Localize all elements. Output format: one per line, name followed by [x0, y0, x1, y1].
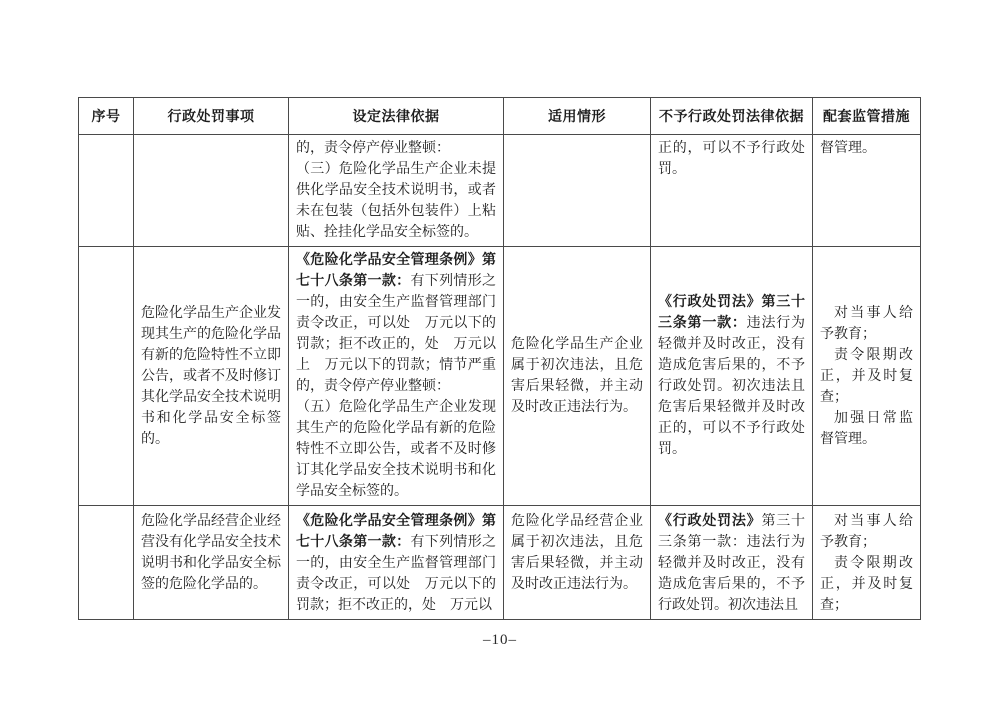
cell-text: 对当事人给予教育； — [820, 514, 913, 550]
cell-text: 有下列情形之一的，由安全生产监督管理部门责令改正，可以处 万元以下的罚款；拒不改正的，处 万元以上 万元以下的罚款；情节严重的，责令停产停业整顿： — [296, 274, 497, 394]
table-cell — [813, 506, 921, 620]
table-row — [79, 247, 921, 506]
cell-text: 正的，可以不予行政处罚。 — [658, 141, 805, 177]
table-cell — [813, 135, 921, 247]
page-number: –10– — [483, 632, 517, 648]
cell-paragraph — [141, 511, 281, 595]
header-serial-number: 序号 — [79, 98, 134, 135]
table-cell — [813, 247, 921, 506]
cell-paragraph — [296, 138, 496, 159]
cell-paragraph — [820, 138, 913, 159]
table-cell — [289, 506, 504, 620]
header-legal-basis: 设定法律依据 — [289, 98, 504, 135]
cell-paragraph — [820, 408, 913, 450]
table-cell — [79, 135, 134, 247]
penalty-table — [78, 97, 921, 620]
table-cell — [504, 247, 651, 506]
table-row — [79, 506, 921, 620]
header-supporting-measures: 配套监管措施 — [813, 98, 921, 135]
table-cell — [504, 506, 651, 620]
table-cell — [79, 247, 134, 506]
cell-paragraph — [820, 345, 913, 408]
cell-text: 第三十三条第一款：违法行为轻微并及时改正，没有造成危害后果的，不予行政处罚。初次违法且 — [658, 514, 806, 613]
table-cell — [651, 135, 813, 247]
cell-text: 违法行为轻微并及时改正，没有造成危害后果的，不予行政处罚。初次违法且危害后果轻微并及时改正的，可以不予行政处罚。 — [658, 316, 806, 457]
cell-text: （五）危险化学品生产企业发现其生产的危险化学品有新的危险特性不立即公告，或者不及时修订其化学品安全技术说明书和化学品安全标签的。 — [296, 400, 496, 499]
cell-text: 责令限期改正，并及时复查； — [820, 347, 913, 405]
cell-paragraph — [511, 334, 643, 418]
cell-text: （三）危险化学品生产企业未提供化学品安全技术说明书，或者未在包装（包括外包装件）上粘贴、拴挂化学品安全标签的。 — [296, 162, 496, 240]
cell-text: 有下列情形之一的，由安全生产监督管理部门责令改正，可以处 万元以下的罚款；拒不改正的，处 万元以 — [296, 535, 497, 613]
cell-text: 危险化学品经营企业属于初次违法，且危害后果轻微，并主动及时改正违法行为。 — [511, 514, 643, 592]
table-cell — [134, 135, 289, 247]
cell-text: 危险化学品经营企业经营没有化学品安全技术说明书和化学品安全标签的危险化学品的。 — [141, 514, 281, 592]
cell-paragraph — [296, 511, 496, 616]
cell-paragraph — [658, 511, 805, 616]
legal-citation-bold: 《行政处罚法》 — [658, 514, 762, 529]
cell-paragraph — [296, 159, 496, 243]
cell-text: 责令限期改正，并及时复查； — [820, 556, 913, 613]
legal-citation-bold: 《行政处罚法》第三十三条第一款： — [658, 295, 805, 331]
cell-text: 危险化学品生产企业属于初次违法，且危害后果轻微，并主动及时改正违法行为。 — [511, 337, 643, 415]
table-cell — [651, 247, 813, 506]
cell-paragraph — [296, 397, 496, 502]
cell-text: 加强日常监督管理。 — [820, 410, 913, 447]
cell-text: 危险化学品生产企业发现其生产的危险化学品有新的危险特性不立即公告，或者不及时修订其化学品安全技术说明书和化学品安全标签的。 — [141, 305, 281, 447]
cell-paragraph — [296, 250, 496, 397]
table-cell — [289, 247, 504, 506]
table-row — [79, 135, 921, 247]
header-applicable-situation: 适用情形 — [504, 98, 651, 135]
cell-text: 对当事人给予教育； — [820, 305, 913, 342]
cell-paragraph — [820, 553, 913, 616]
table-cell — [504, 135, 651, 247]
table-cell — [289, 135, 504, 247]
cell-text: 督管理。 — [820, 141, 876, 156]
cell-paragraph — [141, 303, 281, 450]
table-cell — [134, 247, 289, 506]
cell-paragraph — [820, 511, 913, 553]
header-penalty-item: 行政处罚事项 — [134, 98, 289, 135]
table-body — [79, 135, 921, 620]
table-cell — [651, 506, 813, 620]
header-no-penalty-legal-basis: 不予行政处罚法律依据 — [651, 98, 813, 135]
table-cell — [134, 506, 289, 620]
cell-paragraph — [658, 138, 805, 180]
legal-citation-bold: 《危险化学品安全管理条例》第七十八条第一款： — [296, 253, 496, 289]
cell-paragraph — [658, 292, 805, 460]
table-header-row — [79, 98, 921, 135]
legal-citation-bold: 《危险化学品安全管理条例》第七十八条第一款： — [296, 514, 496, 550]
table-cell — [79, 506, 134, 620]
cell-paragraph — [511, 511, 643, 595]
cell-text: 的，责令停产停业整顿： — [296, 141, 450, 156]
cell-paragraph — [820, 303, 913, 345]
